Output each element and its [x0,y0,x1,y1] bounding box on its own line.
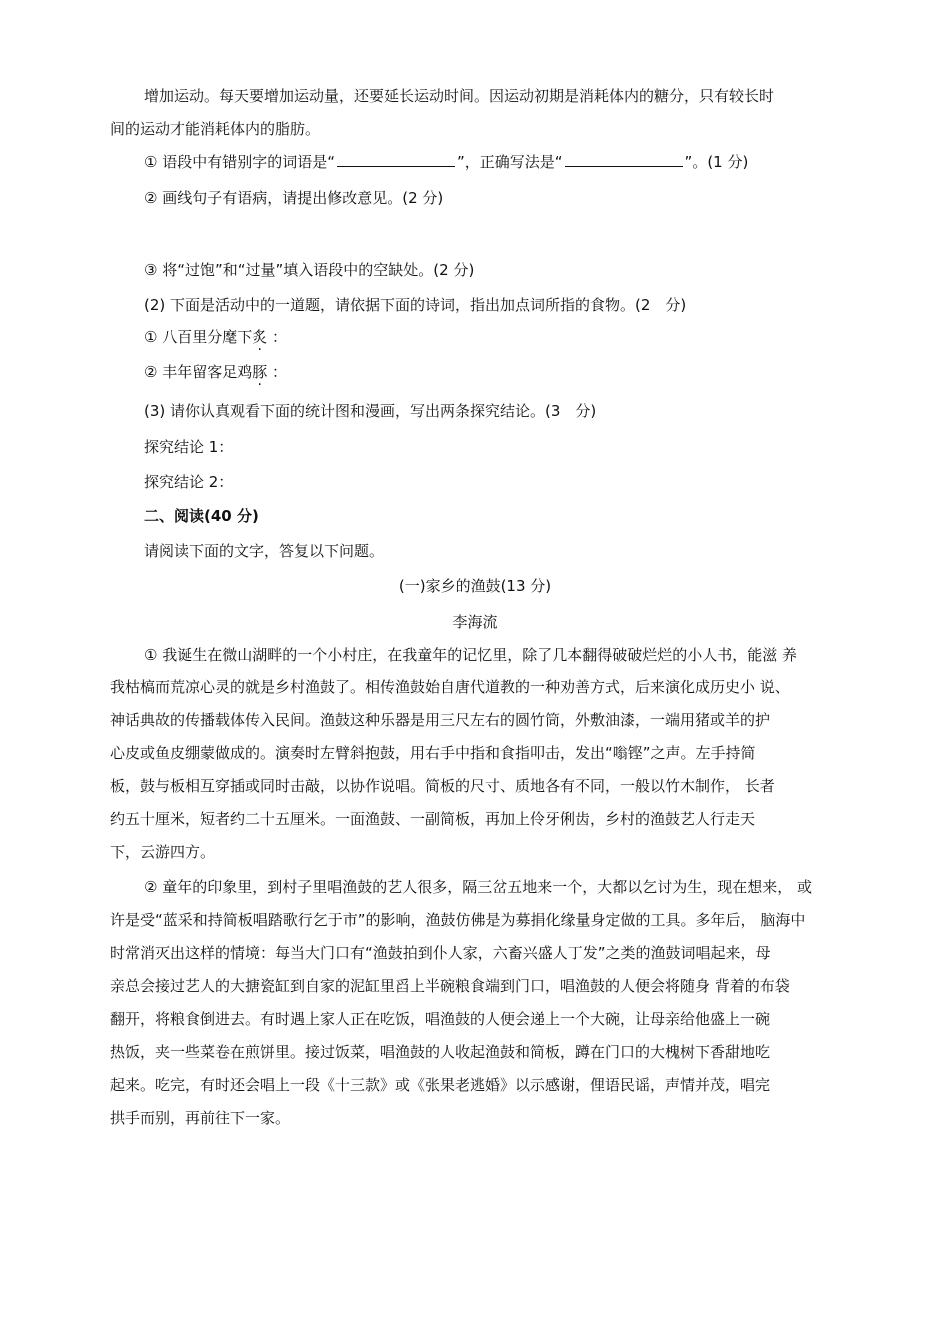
paragraph-2-line-4: 亲总会接过艺人的大搪瓷缸到自家的泥缸里舀上半碗粮食端到门口，唱渔鼓的人便会将随身 背着的布袋 [110,977,790,995]
part-2-item-1-text: ① 八百里分麾下 [144,328,253,346]
paragraph-2-line-2: 许是受“蓝采和持简板唱踏歌行乞于市”的影响，渔鼓仿佛是为募捐化缘量身定做的工具。多年后， 脑海中 [110,911,806,929]
paragraph-2-line-6: 热饭，夹一些菜卷在煎饼里。接过饭菜，唱渔鼓的人收起渔鼓和简板，蹲在门口的大槐树下香甜地吃 [110,1043,771,1061]
question-2: ② 画线句子有语病，请提出修改意见。(2 分) [144,189,444,207]
question-1-text-b: ”，正确写法是“ [457,153,563,171]
question-1-text-c: ”。(1 分) [684,153,749,171]
paragraph-1-line-2: 我枯槁而荒凉心灵的就是乡村渔鼓了。相传渔鼓始自唐代道教的一种劝善方式，后来演化成历史小 说、 [110,678,790,696]
paragraph-2-line-5: 翻开，将粮食倒进去。有时遇上家人正在吃饭，唱渔鼓的人便会递上一个大碗，让母亲给他盛上一碗 [110,1010,771,1028]
paragraph-2-line-1: ② 童年的印象里，到村子里唱渔鼓的艺人很多，隔三岔五地来一个，大都以乞讨为生，现在想来， 或 [144,878,812,896]
part-2-question: (2) 下面是活动中的一道题，请依据下面的诗词，指出加点词所指的食物。(2 分) [144,296,687,314]
answer-blank-correct-word[interactable] [565,153,683,167]
dotted-word: 豚 [252,363,268,381]
reading-instruction: 请阅读下面的文字，答复以下问题。 [144,542,385,560]
part-2-item-2-text: ② 丰年留客足鸡 [144,363,253,381]
intro-line-2: 间的运动才能消耗体内的脂肪。 [110,120,321,138]
paragraph-1-line-7: 下，云游四方。 [110,843,216,861]
paragraph-1-line-3: 神话典故的传播载体传入民间。渔鼓这种乐器是用三尺左右的圆竹筒，外敷油漆，一端用猪或羊的护 [110,711,771,729]
conclusion-1: 探究结论 1： [144,438,234,456]
paragraph-2-line-3: 时常消灭出这样的情境：每当大门口有“渔鼓拍到仆人家，六畜兴盛人丁发”之类的渔鼓词唱起来，母 [110,944,771,962]
answer-blank-wrong-word[interactable] [337,153,455,167]
article-title: (一)家乡的渔鼓(13 分) [398,577,552,595]
article-author: 李海流 [452,613,498,631]
paragraph-2-line-7: 起来。吃完，有时还会唱上一段《十三款》或《张果老逃婚》以示感谢，俚语民谣，声情并茂，唱完 [110,1076,771,1094]
part-2-item-2 [144,362,287,382]
paragraph-1-line-5: 板，鼓与板相互穿插或同时击敲，以协作说唱。简板的尺寸、质地各有不同，一般以竹木制作， 长者 [110,777,775,795]
question-1-text-a: ① 语段中有错别字的词语是“ [144,153,335,171]
question-1 [144,152,748,172]
part-3-question: (3) 请你认真观看下面的统计图和漫画，写出两条探究结论。(3 分) [144,402,597,420]
paragraph-1-line-4: 心皮或鱼皮绷蒙做成的。演奏时左臂斜抱鼓，用右手中指和食指叩击，发出“嗡铿”之声。左手持简 [110,744,756,762]
section-2-heading: 二、阅读(40 分) [144,507,259,525]
question-3: ③ 将“过饱”和“过量”填入语段中的空缺处。(2 分) [144,261,475,279]
part-2-item-1 [144,327,287,347]
conclusion-2: 探究结论 2： [144,473,234,491]
paragraph-1-line-6: 约五十厘米，短者约二十五厘米。一面渔鼓、一副简板，再加上伶牙俐齿，乡村的渔鼓艺人行走天 [110,810,756,828]
part-2-item-2-colon: ： [267,363,288,381]
paragraph-2-line-8: 拱手而别，再前往下一家。 [110,1109,291,1127]
part-2-item-1-colon: ： [267,328,288,346]
dotted-word: 炙 [252,328,268,346]
intro-line-1: 增加运动。每天要增加运动量，还要延长运动时间。因运动初期是消耗体内的糖分，只有较长时 [144,87,775,105]
paragraph-1-line-1: ① 我诞生在微山湖畔的一个小村庄，在我童年的记忆里，除了几本翻得破破烂烂的小人书，能滋 养 [144,646,797,664]
